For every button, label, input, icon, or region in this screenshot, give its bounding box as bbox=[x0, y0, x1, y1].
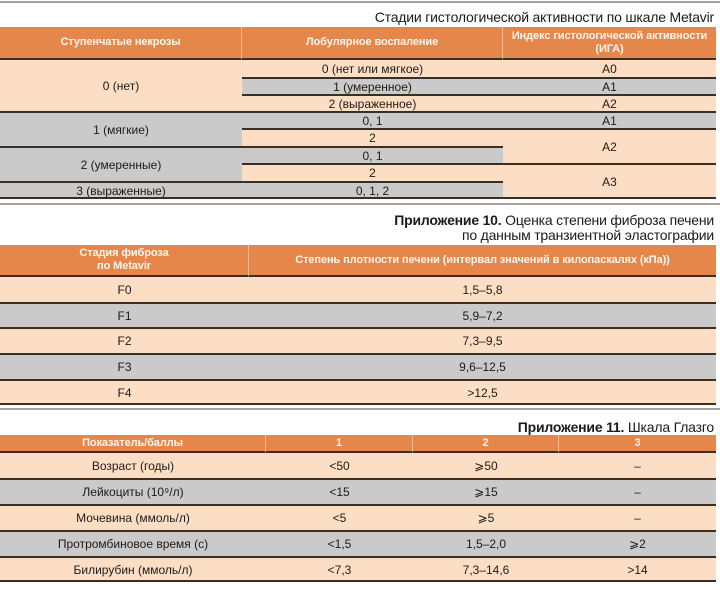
table3-header-score-2 bbox=[413, 435, 559, 453]
header-label: (ИГА) bbox=[595, 42, 624, 55]
indicator-cell: Билирубин (ммоль/л) bbox=[73, 562, 193, 577]
table1-title: Стадии гистологической активности по шкале Metavir bbox=[374, 9, 714, 25]
necrosis-cell: 3 (выраженные) bbox=[0, 181, 242, 198]
table-row bbox=[0, 478, 716, 504]
score-1-cell: <7,3 bbox=[327, 562, 352, 577]
top-divider bbox=[0, 1, 720, 3]
inflammation-cell: 0, 1 bbox=[242, 111, 503, 128]
table-row bbox=[0, 277, 716, 302]
table3-header-indicator bbox=[0, 435, 266, 453]
score-2-cell: 1,5–2,0 bbox=[465, 537, 507, 551]
table-row bbox=[0, 379, 716, 404]
stage-cell: F3 bbox=[117, 360, 132, 374]
table-row bbox=[0, 453, 716, 478]
inflammation-cell: 1 (умеренное) bbox=[242, 77, 503, 94]
necrosis-cell: 1 (мягкие) bbox=[0, 111, 242, 146]
header-label: 1 bbox=[335, 436, 343, 449]
table2-title-line1: Оценка степени фиброза печени bbox=[505, 212, 714, 228]
header-label: по Metavir bbox=[97, 260, 151, 272]
header-label: Степень плотности печени (интервал значений в килопаскалях (кПа)) bbox=[295, 253, 670, 266]
stage-cell: F2 bbox=[117, 334, 132, 348]
inflammation-cell: 0, 1 bbox=[242, 146, 503, 163]
score-3-cell: >14 bbox=[627, 562, 648, 577]
table-row bbox=[0, 530, 716, 556]
density-cell: >12,5 bbox=[467, 385, 498, 400]
density-cell: 9,6–12,5 bbox=[459, 360, 506, 374]
density-cell: 5,9–7,2 bbox=[462, 308, 503, 323]
score-1-cell: <50 bbox=[329, 458, 350, 473]
inflammation-cell: 2 bbox=[242, 163, 503, 181]
table-row bbox=[0, 327, 716, 353]
table3-header-score-3 bbox=[559, 435, 716, 453]
score-3-cell: – bbox=[634, 458, 641, 473]
score-3-cell: – bbox=[634, 511, 641, 525]
activity-index-cell: A2 bbox=[503, 94, 716, 111]
section-divider bbox=[0, 203, 720, 205]
table1-header-necrosis bbox=[0, 27, 242, 60]
table3-title bbox=[518, 420, 714, 435]
table-row bbox=[0, 556, 716, 581]
indicator-cell: Мочевина (ммоль/л) bbox=[76, 511, 190, 525]
density-cell: 7,3–9,5 bbox=[462, 334, 503, 348]
inflammation-cell: 0, 1, 2 bbox=[242, 181, 503, 198]
header-label: Лобулярное воспаление bbox=[305, 36, 439, 48]
density-cell: 1,5–5,8 bbox=[462, 282, 503, 297]
score-1-cell: <5 bbox=[332, 511, 347, 525]
table-row bbox=[0, 302, 716, 327]
table2-bottom-border bbox=[0, 403, 716, 405]
inflammation-cell: 0 (нет или мягкое) bbox=[242, 60, 503, 77]
table3-title-number: Приложение 11. bbox=[517, 419, 625, 435]
table3-bottom-border bbox=[0, 580, 716, 582]
activity-index-cell: A1 bbox=[503, 77, 716, 94]
stage-cell: F1 bbox=[117, 308, 132, 323]
score-3-cell: ⩾2 bbox=[629, 537, 646, 551]
stage-cell: F0 bbox=[117, 282, 132, 297]
table2-header-density bbox=[249, 245, 716, 277]
activity-index-cell: A3 bbox=[503, 163, 716, 198]
activity-index-cell: A1 bbox=[503, 111, 716, 128]
table2-title bbox=[394, 213, 714, 243]
activity-index-cell: A2 bbox=[503, 128, 716, 163]
stage-cell: F4 bbox=[117, 385, 132, 400]
header-label: Стадия фиброза bbox=[79, 247, 169, 259]
table3-title-text: Шкала Глазго bbox=[627, 419, 714, 435]
header-label: 2 bbox=[482, 436, 489, 449]
activity-index-cell: A0 bbox=[503, 60, 716, 77]
score-2-cell: ⩾50 bbox=[474, 458, 498, 473]
table-row bbox=[0, 504, 716, 530]
table-row bbox=[0, 353, 716, 379]
score-3-cell: – bbox=[634, 485, 641, 499]
score-2-cell: ⩾15 bbox=[474, 485, 498, 499]
table1-header-inflammation bbox=[242, 27, 503, 60]
table2-title-number: Приложение 10. bbox=[394, 212, 502, 228]
section-divider bbox=[0, 408, 720, 410]
header-label: Ступенчатые некрозы bbox=[60, 36, 181, 48]
indicator-cell: Протромбиновое время (с) bbox=[57, 537, 209, 551]
header-label: Показатель/баллы bbox=[82, 436, 183, 449]
score-1-cell: <15 bbox=[329, 485, 350, 499]
table3-header-score-1 bbox=[266, 435, 413, 453]
score-2-cell: ⩾5 bbox=[477, 511, 495, 525]
header-label: 3 bbox=[634, 436, 641, 449]
indicator-cell: Возраст (годы) bbox=[91, 458, 175, 473]
necrosis-cell: 2 (умеренные) bbox=[0, 146, 242, 181]
necrosis-cell: 0 (нет) bbox=[0, 60, 242, 111]
score-2-cell: 7,3–14,6 bbox=[462, 562, 510, 577]
header-label: Индекс гистологической активности bbox=[511, 29, 708, 42]
inflammation-cell: 2 (выраженное) bbox=[242, 94, 503, 111]
table2-title-line2: по данным транзиентной эластографии bbox=[461, 227, 714, 243]
indicator-cell: Лейкоциты (10⁹/л) bbox=[82, 485, 184, 499]
table2-header-stage bbox=[0, 245, 249, 277]
inflammation-cell: 2 bbox=[242, 128, 503, 146]
table1-bottom-border bbox=[0, 197, 716, 199]
table1-header-activity-index bbox=[503, 27, 716, 60]
score-1-cell: <1,5 bbox=[327, 537, 352, 551]
